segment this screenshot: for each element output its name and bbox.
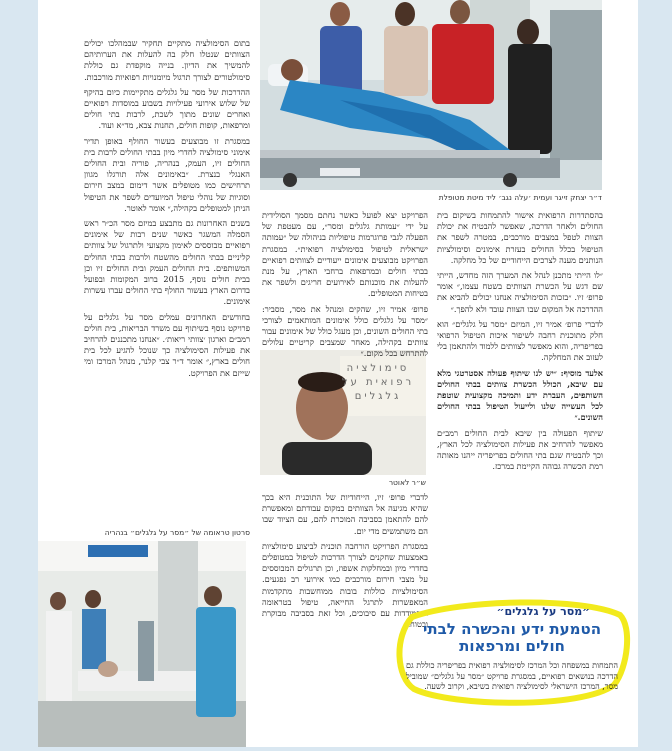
photo-medical-team	[260, 0, 602, 190]
paragraph: הפרויקט יצא לפועל כאשר נחתם מסמך הסולידית על ידי ״עמותת גלגלים ומסר״, עם מעטפת של הפעלה לגבי פרוגרמות טיפוליות בניהולה של ״עמותה ישראלית לטיפול בסימולציה רפואית״. במסגרת הפרויקט מבוצעים אימונים ייעודיים לצוותים רפואיים בבתי חולים ובמרפאות ברחבי הארץ, על מנת להעלות את מוכנותם לאירועים חריגים ולשפר את בטיחות המטופלים.	[262, 210, 428, 299]
caption-hospital-video: סרטון טראומה של ״מסר על גלגלים״ בנהריה	[104, 528, 250, 537]
photo-hospital-illustration	[38, 541, 246, 747]
paragraph: במסגרת הפרויקט הורחבה תוכנית לביצוע סימולציות באמצעות שחקנים לצורך הדרכות לטיפול במטופלים בחדרי מיון ובמחלקות אשפוז, וכן תרגולים המבוססים על מצבי חירום מורכבים כמו אירועי רב נפגעים. הסימולציות כוללות בובות ממוחשבות מתקדמות המאפשרות לתרגל החייאה, טיפול בטראומה והתמודדות עם סיבוכים, וכל זאת בסביבה מבוקרת ובטוחה.	[262, 540, 428, 630]
article-column-right	[437, 210, 603, 590]
article-column-middle-top	[262, 210, 428, 359]
paragraph-highlight: אלעד מוסיף: ״יש לנו שיתוף פעולה אסטרטגי מלא עם שיבא, הכולל הכשרת צוותים בבתי החולים השותפים, העברת ידע ותמיכה מקצועית שוטפת לכל העשייה שלנו ולייעול הטיפול בבתי החולים השונים.״	[437, 367, 603, 423]
paragraph: במסגרת זו מבוצעים בעשור החולף באופן תדיר אימוני סימולציה לחדרי מיון בבתי החולים לרבות בית החולים זיו, העמק, בנהריה, פוריה ובית החולים האנגלי בנצרת. ״באימונים אלה תורגלו מגוון תרחישים כמו מטופלים אשר דימום במצב חירום וסוגיות של נוהלי טיפול המיועדים לשפר את הטיפול הניתן למטופלים בקהילה,״ אומר לאוטר.	[84, 135, 250, 213]
paragraph: פרופ׳ אמיר זיו, שהקים ומנהל את מסר, מסביר: ״מסר על גלגלים כולל אימונים המותאמים לצורכי בתי החולים השונים, וכן מעגל כולל של אימונים עבור צוותים בקהילה, מאחר שמצבים קריטיים עלולים להתרחש בכל מקום.״	[262, 303, 428, 359]
paragraph: לדברי פרופ׳ אמיר זיו, המיזם ״מסר על גלגלים״ הוא חלק מתוכנית רחבה לשיפור איכות הטיפול הרפואי בפריפריה, והוא מאפשר לצוותים ללמוד ולהתאמן בלי לעזוב את המחלקה.	[437, 318, 603, 363]
article-column-left	[84, 38, 250, 528]
photo-hospital-corridor	[38, 541, 246, 747]
paragraph: בתום הסימולציה מתקיים תחקיר שבמהלכו יכולים הצוותים שנטלו חלק בה להעלות את הערותיהם להמשיך את הדיון. בנייה מוקפדת גם כוללת סימולטורים לצורך תרגול מיומנויות רפואיות מורכבות.	[84, 38, 250, 82]
photo-medical-team-illustration	[260, 0, 602, 190]
portrait-background-sign: סימולציה רפואית על גלגלים	[341, 363, 415, 402]
paragraph: בחודשים האחרונים עמלים מסר על גלגלים על פרויקט נוסף בשיתוף עם משרד הבריאות, בית חולים רמב״ם וארגון ׳צוותי ריאות׳. ״אנחנו מתכננים להרחיב את פעילות הסימולציה כך שנוכל להגיע לכל בית חולים בארץ,״ אומר ד״ר צבי קלנר, מנהל המרכז ומי שייזם את הפרויקט.	[84, 311, 250, 378]
paragraph: לדברי פרופ׳ זיו, הייחודיות של התוכנית היא בכך שהיא מגיעה אל הצוותים במקום עבודתם ומאפשרת להם להתאמן בסביבה המוכרת להם, עם הציוד שבו הם משתמשים מדי יום.	[262, 492, 428, 536]
caption-top-photo: ד״ר יצחק זייגר ועמית ׳עלה נגב׳ ליד מיטת מטופלת	[438, 193, 602, 202]
paragraph: בשנים האחרונות גם מתבצע במיזם מסר הכ״ר ראש הסמלה המשגר כאשר שנים רבות של אימונים רפואיים מבוססים לאימון מקצועי ולתרגול של צוותים קליניים בבתי החולים מהשטח ולרבות בבתי החולים המשותפים. בית החולים העמק ובית החולים זיו וכן בבית חולים נוסף, 2015 ברוב המקומות ובפועל בדרום הארץ בעשור החולף בתי החולים עברו עשרות אימונים.	[84, 218, 250, 307]
sidebar-kicker: ״מסר על גלגלים״	[496, 605, 590, 618]
sidebar-headline: הטמעת ידע והכשרה לבתי חולים ומרפאות	[422, 620, 602, 655]
paragraph: שיתוף הפעולה בין שיבא לבית החולים רמב״ם מאפשר להרחיב את פעילות הסימולציה לכל הארץ, וכך להבטיח שגם בתי החולים בפריפריה ייהנו מאותה רמת הכשרה גבוהה הקיימת במרכז.	[437, 427, 603, 472]
paragraph: ההדרכות של מסר על גלגלים מתקיימות כיום בהיקף של שלוש אירועי פעילויות בשבוע במוסדות רפואיים ואחרים שונים מתוך לשכת, לרבות בתי חולים ומרפאות, קופות חולים, תחנות צבא, מד״א ועוד.	[84, 86, 250, 131]
paragraph: בהסתדרות הרפואית אישור להתמחות בשיקום בית החולים ולאחר הדרכה, שאפשר להבטיח את יכולת הצוות לטפל במצבים מורכבים, במטרה לשפר את הטיפול בכלל החולים בעזרת אימונים וסימולציות הנותנים מענה לצרכים הייחודיים של כל מחלקה.	[437, 210, 603, 265]
sidebar-headline-box	[392, 597, 632, 709]
paragraph: ״לו הייתי מתכנן לנהל את המערך הזה מחדש, הייתי שם דגש על הכשרת הצוותים בשטח עצמו,״ אומר פרופ׳ זיו. ״בזכות הסימולציה אנחנו יכולים להביא את ההדרכה אל המקום שבו הצוות עובד ולא להפך.״	[437, 270, 603, 314]
caption-portrait: ש״ר לאוטר	[388, 478, 426, 487]
sidebar-body: התמחות במשפחה וכל המרכז לסימולציה רפואית בפריפריה כוללת גם הדרכה בנושאים רפואיים, במסגרת פרויקט ״מסר על גלגלים״ שמוביל מסר, המרכז הישראלי לסימולציה רפואית בשיבא, וקרוב לשעה.	[406, 661, 618, 691]
